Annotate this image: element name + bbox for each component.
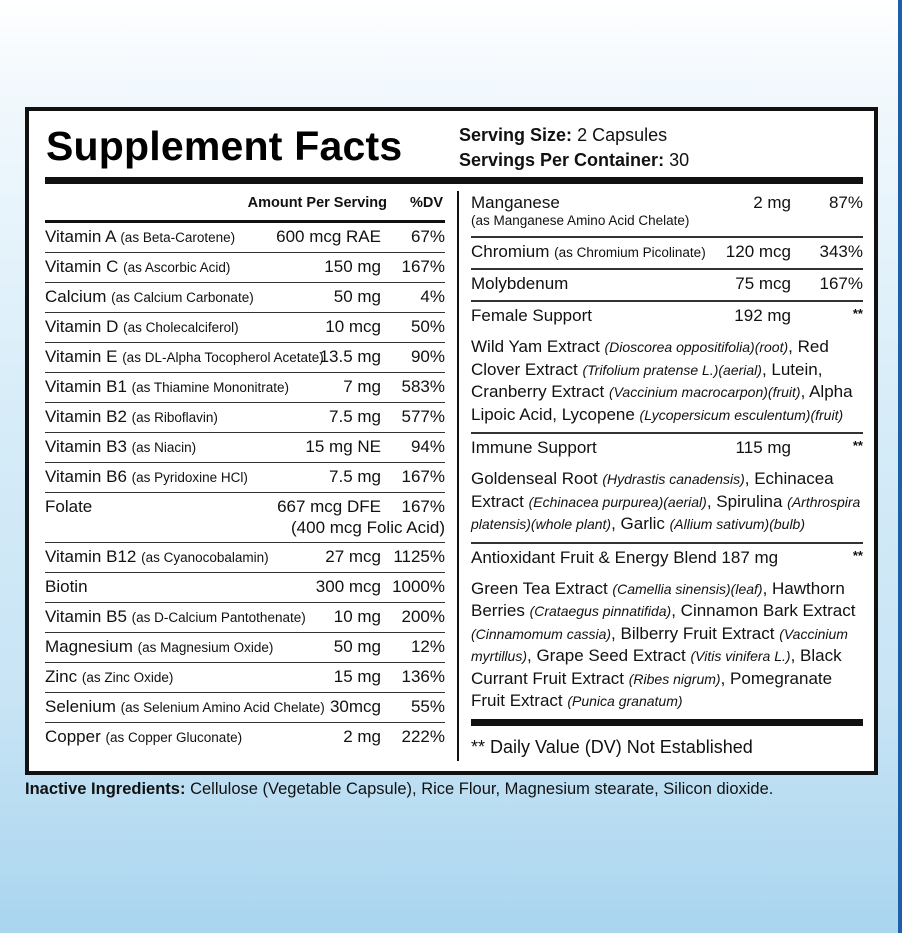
table-row: Vitamin B5 (as D-Calcium Pantothenate) 10 mg 200% bbox=[45, 603, 445, 633]
table-row: Vitamin B6 (as Pyridoxine HCl) 7.5 mg 167% bbox=[45, 463, 445, 493]
table-row: Molybdenum 75 mcg 167% bbox=[471, 270, 863, 302]
antioxidant-blend-ingredients: Green Tea Extract (Camellia sinensis)(leaf), Hawthorn Berries (Crataegus pinnatifida), Cinnamon Bark Extract (Cinnamomum cassia), Bilberry Fruit Extract (Vaccinium myrtillus), Grape Seed Extract (Vitis vinifera L.), Black Currant Fruit Extract (Ribes nigrum), Pomegranate Fruit Extract (Punica granatum) bbox=[471, 578, 856, 710]
nutrient-table-right bbox=[471, 189, 863, 719]
table-row: Copper (as Copper Gluconate) 2 mg 222% bbox=[45, 727, 445, 746]
table-row: Biotin 300 mcg 1000% bbox=[45, 573, 445, 603]
table-row: Antioxidant Fruit & Energy Blend 187 mg ** bbox=[471, 547, 863, 567]
servings-per-container-label: Servings Per Container: bbox=[459, 150, 665, 170]
table-row: Selenium (as Selenium Amino Acid Chelate) 30mcg 55% bbox=[45, 693, 445, 723]
immune-support-ingredients: Goldenseal Root (Hydrastis canadensis), Echinacea Extract (Echinacea purpurea)(aerial), Spirulina (Arthrospira platensis)(whole plant), Garlic (Allium sativum)(bulb) bbox=[471, 464, 863, 544]
table-row: Vitamin B2 (as Riboflavin) 7.5 mg 577% bbox=[45, 403, 445, 433]
table-row: Zinc (as Zinc Oxide) 15 mg 136% bbox=[45, 663, 445, 693]
amount-header: Amount Per Serving bbox=[247, 195, 387, 211]
nutrient-table-left bbox=[45, 189, 445, 752]
table-row: Vitamin B1 (as Thiamine Mononitrate) 7 mg 583% bbox=[45, 373, 445, 403]
female-support-ingredients: Wild Yam Extract (Dioscorea oppositifolia)(root), Red Clover Extract (Trifolium pratense L.)(aerial), Lutein, Cranberry Extract (Vaccinium macrocarpon)(fruit), Alpha Lipoic Acid, Lycopene (Lycopersicum esculentum)(fruit) bbox=[471, 332, 863, 434]
table-row: Manganese 2 mg 87% (as Manganese Amino Acid Chelate) bbox=[471, 189, 863, 238]
footnote-divider bbox=[471, 719, 863, 726]
column-divider bbox=[457, 191, 459, 761]
table-row: Vitamin E (as DL-Alpha Tocopherol Acetate) 13.5 mg 90% bbox=[45, 343, 445, 373]
table-row: Vitamin A (as Beta-Carotene) 600 mcg RAE 67% bbox=[45, 223, 445, 253]
table-row: Folate 667 mcg DFE 167% (400 mcg Folic Acid) bbox=[45, 493, 445, 543]
serving-size-label: Serving Size: bbox=[459, 125, 573, 145]
inactive-ingredients bbox=[25, 780, 773, 799]
dv-footnote: ** Daily Value (DV) Not Established bbox=[471, 737, 753, 757]
table-row: Vitamin B12 (as Cyanocobalamin) 27 mcg 1125% bbox=[45, 543, 445, 573]
right-edge-strip bbox=[898, 0, 902, 933]
servings-per-container-value: 30 bbox=[669, 150, 690, 170]
table-header bbox=[45, 189, 445, 223]
inactive-ingredients-label: Inactive Ingredients: bbox=[25, 780, 186, 798]
supplement-facts-panel bbox=[25, 107, 878, 775]
serving-info bbox=[459, 123, 689, 173]
table-row: Magnesium (as Magnesium Oxide) 50 mg 12% bbox=[45, 633, 445, 663]
table-row: Vitamin B3 (as Niacin) 15 mg NE 94% bbox=[45, 433, 445, 463]
table-row: Immune Support 115 mg ** bbox=[471, 438, 863, 457]
panel-title: Supplement Facts bbox=[46, 123, 403, 169]
table-row: Vitamin D (as Cholecalciferol) 10 mcg 50% bbox=[45, 313, 445, 343]
dv-header: %DV bbox=[409, 195, 443, 211]
inactive-ingredients-text: Cellulose (Vegetable Capsule), Rice Flour, Magnesium stearate, Silicon dioxide. bbox=[190, 780, 774, 798]
table-row: Female Support 192 mg ** bbox=[471, 306, 863, 325]
table-row: Chromium (as Chromium Picolinate) 120 mcg 343% bbox=[471, 238, 863, 270]
serving-size-value: 2 Capsules bbox=[577, 125, 668, 145]
title-divider bbox=[45, 177, 863, 184]
table-row: Vitamin C (as Ascorbic Acid) 150 mg 167% bbox=[45, 253, 445, 283]
table-row: Calcium (as Calcium Carbonate) 50 mg 4% bbox=[45, 283, 445, 313]
